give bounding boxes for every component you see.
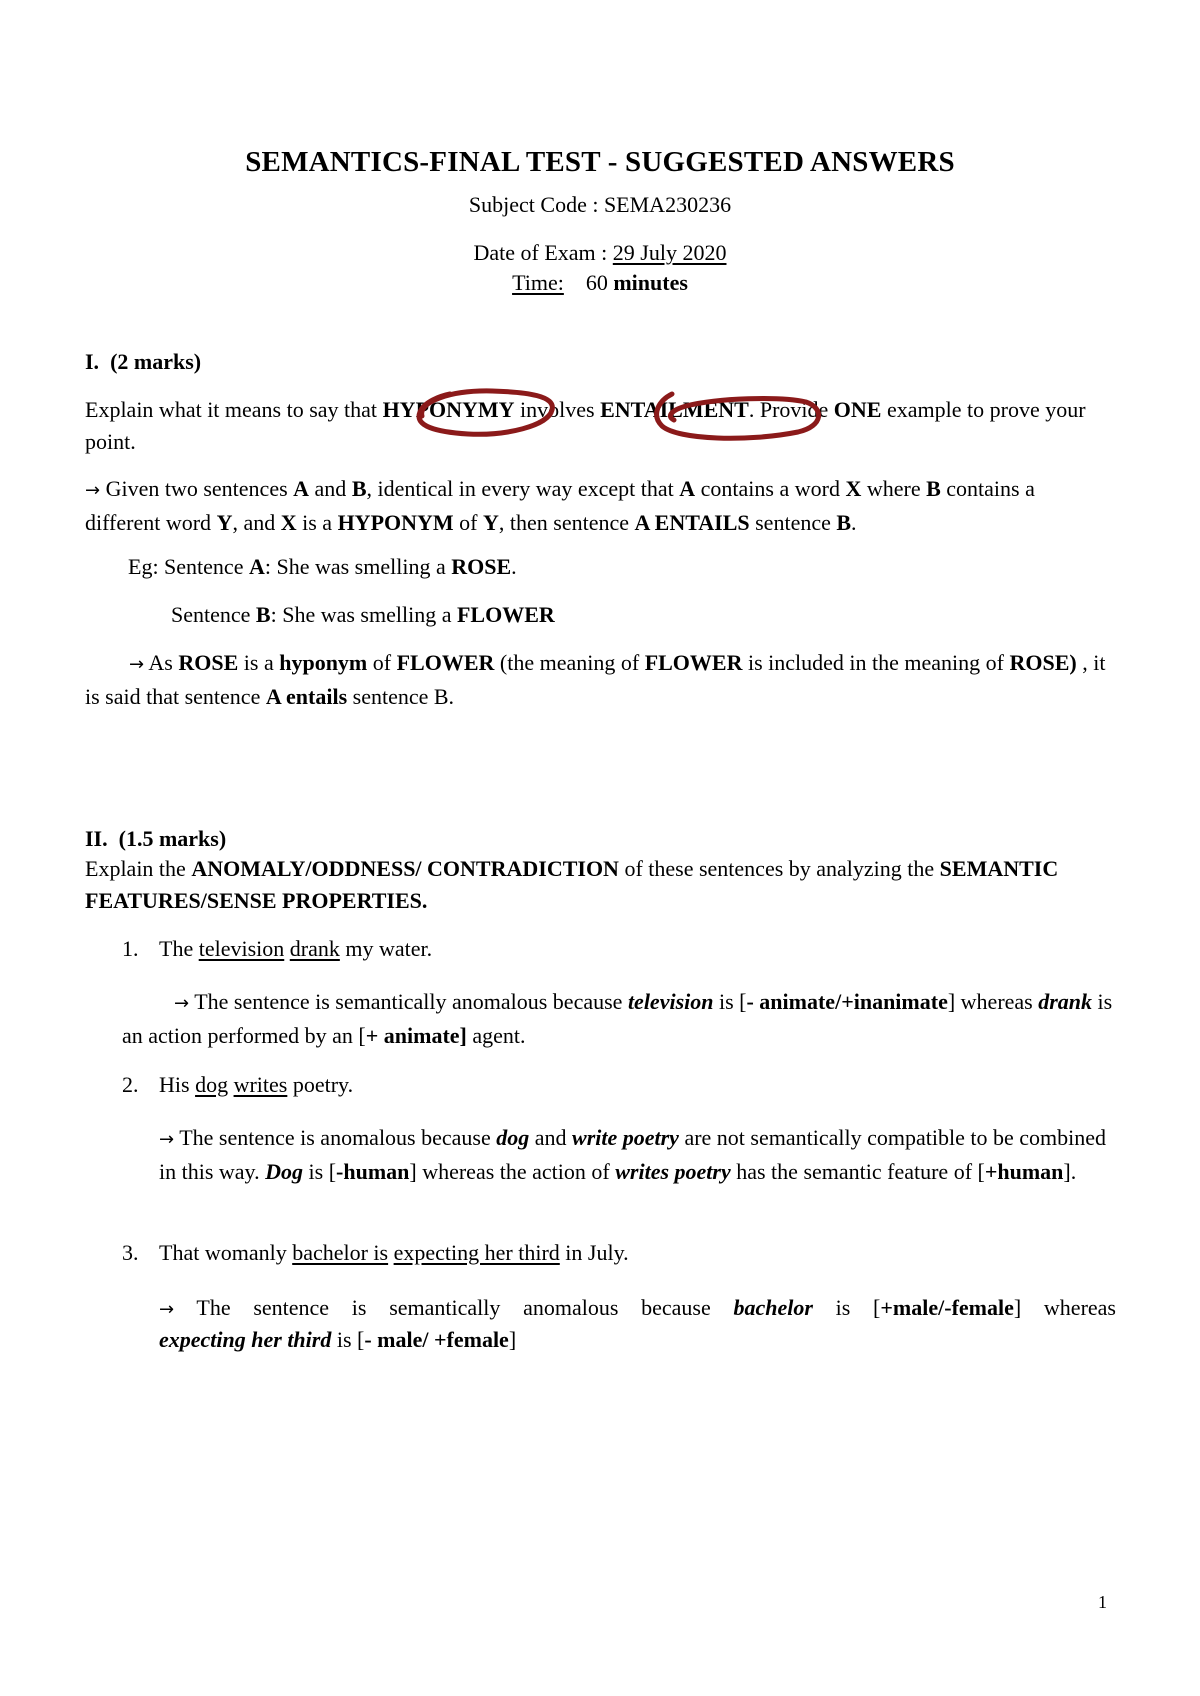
section-2-instructions: Explain the ANOMALY/ODDNESS/ CONTRADICTION of these sentences by analyzing the SEMANTIC FEATURES/SENSE PROPERTIES.: [85, 856, 1059, 913]
example-sentence-a: Eg: Sentence A: She was smelling a ROSE.: [128, 554, 517, 579]
term-entailment: ENTAILMENT: [600, 397, 749, 422]
section-1-heading: I. (2 marks): [85, 349, 202, 374]
date-label: Date of Exam :: [473, 240, 608, 265]
section-2-heading: II. (1.5 marks): [85, 826, 227, 851]
exam-time: [0, 270, 1200, 296]
example-sentence-b: Sentence B: She was smelling a FLOWER: [171, 602, 555, 627]
time-value-unit: minutes: [613, 270, 688, 295]
answer-item-2: → The sentence is anomalous because dog and write poetry are not semantically compatible to be combined in this way. Dog is [-human] whereas the action of writes poetry has the semantic feature of [+human].: [159, 1125, 1106, 1184]
exam-date: [0, 240, 1200, 266]
subject-code: Subject Code : SEMA230236: [468, 192, 732, 217]
page-number: 1: [1098, 1592, 1107, 1612]
page-title: SEMANTICS-FINAL TEST - SUGGESTED ANSWERS: [245, 146, 955, 178]
answer-item-1: → The sentence is semantically anomalous because television is [- animate/+inanimate] whereas drank is an action performed by an [+ animate] agent.: [122, 989, 1113, 1048]
section-1-question: Explain what it means to say that HYPONYMY involves ENTAILMENT. Provide ONE example to prove your point.: [85, 397, 1086, 454]
time-label: Time:: [512, 270, 564, 295]
question-item-2: 2. His dog writes poetry.: [122, 1072, 354, 1097]
question-item-3: 3. That womanly bachelor is expecting her third in July.: [122, 1240, 629, 1265]
example-conclusion: → As ROSE is a hyponym of FLOWER (the meaning of FLOWER is included in the meaning of ROSE) , it is said that sentence A entails sentence B.: [85, 650, 1106, 709]
term-hyponymy: HYPONYMY: [382, 397, 515, 422]
question-item-1: 1. The television drank my water.: [122, 936, 433, 961]
date-value: 29 July 2020: [612, 240, 727, 265]
section-1-answer: → Given two sentences A and B, identical in every way except that A contains a word X where B contains a different word Y, and X is a HYPONYM of Y, then sentence A ENTAILS sentence B.: [85, 476, 1035, 535]
time-value-number: 60: [585, 270, 608, 295]
answer-item-3-line-1: → The sentence is semantically anomalous because bachelor is [+male/-female] whereas: [159, 1295, 1116, 1320]
answer-item-3-line-2: expecting her third is [- male/ +female]: [159, 1327, 517, 1352]
